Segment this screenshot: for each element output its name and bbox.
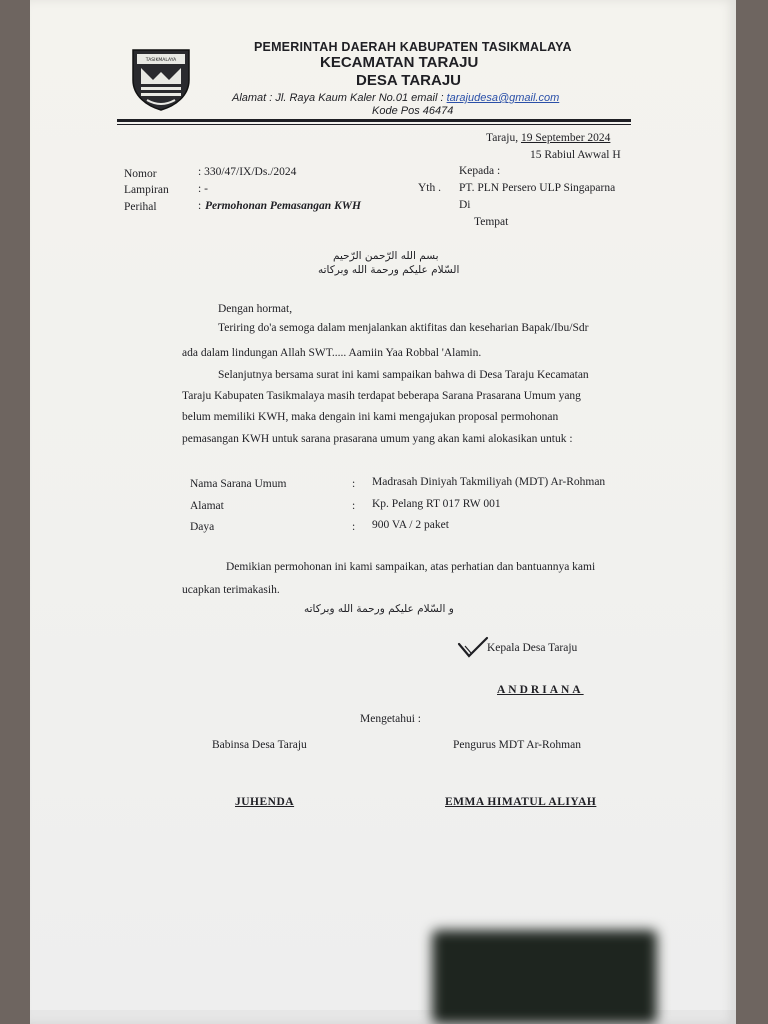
letterhead-government: PEMERINTAH DAERAH KABUPATEN TASIKMALAYA <box>254 40 572 54</box>
letterhead-village: DESA TARAJU <box>356 72 462 89</box>
nomor-value: : 330/47/IX/Ds./2024 <box>198 166 297 178</box>
body-p2-line4: pemasangan KWH untuk sarana prasarana umum yang akan kami alokasikan untuk : <box>182 433 573 445</box>
perihal-value: Permohonan Pemasangan KWH <box>205 200 361 212</box>
kepala-desa-title: Kepala Desa Taraju <box>487 642 578 654</box>
body-p2-line3: belum memiliki KWH, maka dengain ini kami mengajukan proposal permohonan <box>182 411 559 423</box>
nomor-label: Nomor <box>124 168 157 180</box>
letterhead-divider-thin <box>117 124 631 125</box>
closing-line1: Demikian permohonan ini kami sampaikan, atas perhatian dan bantuannya kami <box>226 561 596 573</box>
detail-value-facility: Madrasah Diniyah Takmiliyah (MDT) Ar-Rohman <box>372 476 606 488</box>
detail-value-power: 900 VA / 2 paket <box>372 519 449 531</box>
detail-colon-power: : <box>352 521 356 533</box>
letter-date: Taraju, 19 September 2024 <box>486 132 611 144</box>
kepala-desa-name: ANDRIANA <box>497 684 584 696</box>
letterhead-address: Alamat : Jl. Raya Kaum Kaler No.01 email : tarajudesa@gmail.com <box>232 92 560 104</box>
body-p2-line2: Taraju Kabupaten Tasikmalaya masih terdapat beberapa Sarana Prasarana Umum yang <box>182 390 581 402</box>
detail-label-facility: Nama Sarana Umum <box>190 478 287 490</box>
greeting: Dengan hormat, <box>218 303 293 315</box>
detail-colon-facility: : <box>352 478 356 490</box>
closing-line2: ucapkan terimakasih. <box>182 584 280 596</box>
opening-salam: السّلام عليكم ورحمة الله وبركاته <box>318 264 460 276</box>
letter-date-hijri: 15 Rabiul Awwal H <box>530 149 621 161</box>
babinsa-name: JUHENDA <box>235 796 295 808</box>
recipient-kepada: Kepada : <box>459 165 501 177</box>
detail-label-address: Alamat <box>190 500 224 512</box>
babinsa-title: Babinsa Desa Taraju <box>212 739 307 751</box>
recipient-tempat: Tempat <box>474 216 509 228</box>
recipient-di: Di <box>459 199 471 211</box>
detail-label-power: Daya <box>190 521 215 533</box>
letterhead-district: KECAMATAN TARAJU <box>320 54 479 71</box>
body-p2-line1: Selanjutnya bersama surat ini kami sampaikan bahwa di Desa Taraju Kecamatan <box>218 369 589 381</box>
lampiran-label: Lampiran <box>124 184 169 196</box>
svg-text:TASIKMALAYA: TASIKMALAYA <box>145 58 177 63</box>
body-p1-line1: Teriring do'a semoga dalam menjalankan aktifitas dan keseharian Bapak/Ibu/Sdr <box>218 322 589 334</box>
closing-salam: و السّلام عليكم ورحمة الله وبركاته <box>304 603 454 615</box>
paper-edge-shadow <box>30 1010 736 1024</box>
recipient-name: PT. PLN Persero ULP Singaparna <box>459 182 616 194</box>
recipient-yth: Yth . <box>418 182 441 194</box>
basmalah: بسم الله الرّحمن الرّحيم <box>333 250 439 262</box>
body-p1-line2: ada dalam lindungan Allah SWT..... Aamiin Yaa Robbal 'Alamin. <box>182 347 482 359</box>
perihal-colon: : <box>198 200 202 212</box>
mengetahui-label: Mengetahui : <box>360 713 421 725</box>
pengurus-title: Pengurus MDT Ar-Rohman <box>453 739 581 751</box>
detail-colon-address: : <box>352 500 356 512</box>
email-link[interactable]: tarajudesa@gmail.com <box>446 92 560 104</box>
regency-emblem-icon <box>127 44 195 112</box>
letterhead-divider <box>117 119 631 122</box>
detail-value-address: Kp. Pelang RT 017 RW 001 <box>372 498 501 510</box>
pengurus-name: EMMA HIMATUL ALIYAH <box>445 796 597 808</box>
lampiran-value: : - <box>198 183 208 195</box>
letterhead-postal-code: Kode Pos 46474 <box>372 105 454 117</box>
signature-mark-icon <box>457 636 489 658</box>
perihal-label: Perihal <box>124 201 157 213</box>
letter-page <box>30 0 736 1024</box>
